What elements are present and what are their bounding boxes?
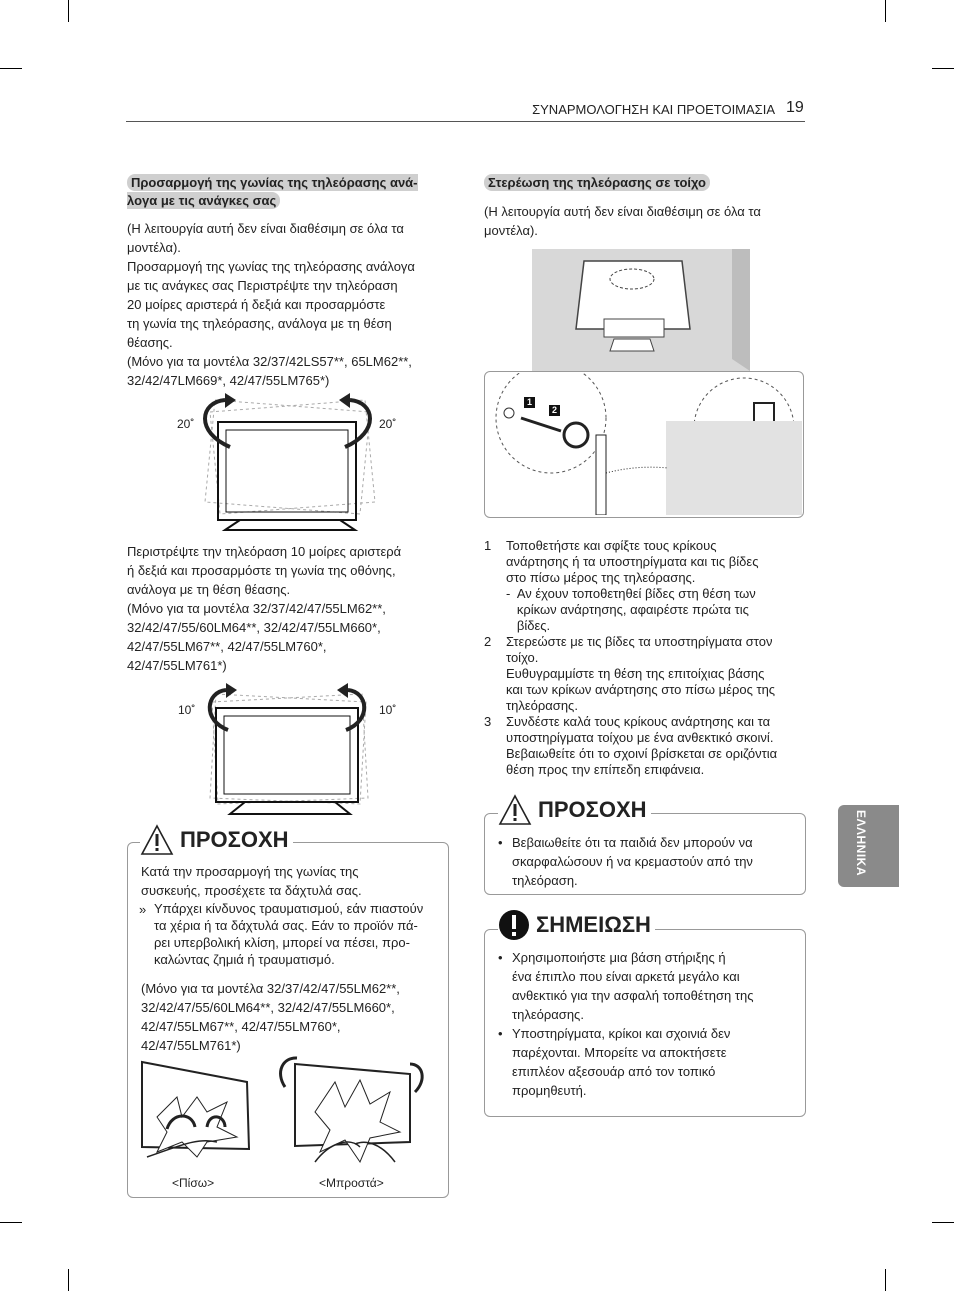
text-line: 42/47/55LM67**, 42/47/55LM760*,	[127, 639, 327, 654]
crop-mark	[932, 68, 954, 69]
text-line: τα χέρια ή τα δάχτυλά σας. Εάν το προϊόν πά-	[154, 918, 418, 933]
page-number: 19	[786, 99, 804, 116]
crop-mark	[885, 1269, 886, 1291]
text-line: (Μόνο για τα μοντέλα 32/37/42LS57**, 65LM62**,	[127, 354, 412, 369]
text-line: με τις ανάγκες σας Περιστρέψτε την τηλεόραση	[127, 278, 398, 293]
text-line: κρίκων ανάρτησης, αφαιρέστε πρώτα τις	[506, 602, 749, 617]
step-number: 2	[484, 634, 492, 649]
heading-text: Στερέωση της τηλεόρασης σε τοίχο	[484, 174, 710, 191]
bullet-item	[498, 1024, 798, 1100]
exclamation-icon	[498, 909, 530, 941]
section-heading	[127, 174, 449, 210]
text-line: ανάρτησης ή τα υποστηρίγματα και τις βίδες	[506, 554, 759, 569]
text-line: ή δεξιά και προσαρμόστε τη γωνία της οθόνης,	[127, 563, 396, 578]
text-line: (Μόνο για τα μοντέλα 32/37/42/47/55LM62**,	[141, 981, 400, 996]
bullet-item	[498, 833, 798, 890]
caution-heading	[498, 791, 651, 829]
step-item	[484, 538, 806, 586]
figure-number-2: 2	[549, 405, 560, 416]
text-line: Προσαρμογή της γωνίας της τηλεόρασης ανάλογα	[127, 259, 415, 274]
step-number: 1	[484, 538, 492, 553]
crop-mark	[0, 1222, 22, 1223]
mount-detail-drawing	[486, 373, 802, 515]
text-line: 32/42/47/55/60LM64**, 32/42/47/55LM660*,	[127, 620, 381, 635]
note-heading	[498, 905, 655, 945]
text-line: θέση προς την επίπεδη επιφάνεια.	[506, 762, 705, 777]
caution-text	[141, 862, 441, 900]
text-line: μοντέλα).	[127, 240, 181, 255]
text-line: 42/47/55LM761*)	[141, 1038, 241, 1053]
text-line: καλώντας ζημιά ή τραυματισμό.	[154, 952, 335, 967]
text-line: τηλεόρασης.	[506, 698, 578, 713]
step-list	[484, 538, 806, 778]
text-line: • Χρησιμοποιήστε μια βάση στήριξης ή	[512, 950, 726, 965]
text-line: παρέχονται. Μπορείτε να αποκτήσετε	[512, 1045, 727, 1060]
paragraph	[484, 202, 804, 240]
crop-mark	[885, 0, 886, 22]
text-line: - Αν έχουν τοποθετηθεί βίδες στη θέση των	[506, 586, 756, 601]
text-line: Βεβαιωθείτε ότι το σχοινί βρίσκεται σε οριζόντια	[506, 746, 778, 761]
tv-swivel-20-figure	[170, 392, 410, 540]
text-line: 32/42/47LM669*, 42/47/55LM765*)	[127, 373, 330, 388]
text-line: (Μόνο για τα μοντέλα 32/37/42/47/55LM62**,	[127, 601, 386, 616]
text-line: συσκευής, προσέχετε τα δάχτυλά σας.	[141, 883, 362, 898]
text-line: 42/47/55LM67**, 42/47/55LM760*,	[141, 1019, 341, 1034]
text-line: θέασης.	[127, 335, 173, 350]
text-line: Περιστρέψτε την τηλεόραση 10 μοίρες αριστερά	[127, 544, 402, 559]
header-rule	[126, 121, 805, 122]
bullet-item	[498, 948, 798, 1024]
caution-list	[498, 833, 798, 890]
figure-number-1: 1	[524, 397, 535, 408]
paragraph	[127, 542, 457, 675]
text-line: και των κρίκων ανάρτησης στο πίσω μέρος της	[506, 682, 776, 697]
text-line: επιπλέον αξεσουάρ από τον τοπικό	[512, 1064, 716, 1079]
running-header: ΣΥΝΑΡΜΟΛΟΓΗΣΗ ΚΑΙ ΠΡΟΕΤΟΙΜΑΣΙΑ	[532, 102, 775, 117]
text-line: προμηθευτή.	[512, 1083, 587, 1098]
text-line: μοντέλα).	[484, 223, 538, 238]
text-line: ένα έπιπλο που είναι αρκετά μεγάλο και	[512, 969, 740, 984]
warning-icon	[140, 824, 174, 856]
heading-text: Προσαρμογή της γωνίας της τηλεόρασης ανά- λογα με τις ανάγκες σας	[127, 175, 418, 208]
angle-label-left: 20˚	[177, 417, 195, 431]
crop-mark	[932, 1222, 954, 1223]
text-line: τηλεόραση.	[512, 873, 578, 888]
text-line: ανάλογα με τη θέση θέασης.	[127, 582, 291, 597]
note-list	[498, 948, 798, 1100]
text-line: τη γωνία της τηλεόρασης, ανάλογα με τη θέση	[127, 316, 392, 331]
note-title: ΣΗΜΕΙΩΣΗ	[536, 912, 651, 937]
tv-back-wall-figure	[532, 249, 750, 371]
angle-label-right: 10˚	[379, 703, 397, 717]
text-line: • Υποστηρίγματα, κρίκοι και σχοινιά δεν	[512, 1026, 731, 1041]
text-line: • Βεβαιωθείτε ότι τα παιδιά δεν μπορούν να	[512, 835, 753, 850]
angle-label-right: 20˚	[379, 417, 397, 431]
warning-icon	[498, 794, 532, 826]
back-pinch-illustration	[137, 1057, 257, 1167]
text-line: τοίχο.	[506, 650, 539, 665]
caution-title: ΠΡΟΣΟΧΗ	[538, 797, 647, 822]
step-item	[484, 586, 806, 634]
caution-models	[141, 979, 441, 1055]
tv-swivel-10-figure	[170, 680, 410, 820]
text-line: 32/42/47/55/60LM64**, 32/42/47/55LM660*,	[141, 1000, 395, 1015]
caption-front: <Μπροστά>	[319, 1176, 384, 1190]
text-line: Τοποθετήστε και σφίξτε τους κρίκους	[506, 538, 717, 553]
text-line: βίδες.	[506, 618, 551, 633]
caption-back: <Πίσω>	[172, 1176, 215, 1190]
caution-title: ΠΡΟΣΟΧΗ	[180, 827, 289, 852]
front-pinch-illustration	[275, 1052, 435, 1170]
crop-mark	[68, 1269, 69, 1291]
step-number: 3	[484, 714, 492, 729]
text-line: υποστηρίγματα τοίχου με ένα ανθεκτικό σκοινί.	[506, 730, 774, 745]
step-item	[484, 714, 806, 778]
text-line: τηλεόρασης.	[512, 1007, 584, 1022]
text-line: ανθεκτικό για την ασφαλή τοποθέτηση της	[512, 988, 754, 1003]
text-line: σκαρφαλώσουν ή να κρεμαστούν από την	[512, 854, 753, 869]
caution-heading	[140, 821, 293, 859]
step-item	[484, 634, 806, 714]
text-line: 42/47/55LM761*)	[127, 658, 227, 673]
crop-mark	[0, 68, 22, 69]
section-heading	[484, 174, 710, 192]
text-line: Υπάρχει κίνδυνος τραυματισμού, εάν πιαστούν	[154, 901, 424, 916]
language-tab: ΕΛΛΗΝΙΚΑ	[838, 805, 899, 887]
text-line: Ευθυγραμμίστε τη θέση της επιτοίχιας βάσης	[506, 666, 765, 681]
text-line: Συνδέστε καλά τους κρίκους ανάρτησης και τα	[506, 714, 771, 729]
text-line: στο πίσω μέρος της τηλεόρασης.	[506, 570, 696, 585]
text-line: 20 μοίρες αριστερά ή δεξιά και προσαρμόστε	[127, 297, 386, 312]
caution-bullet: » Υπάρχει κίνδυνος τραυματισμού, εάν πιαστούν τα χέρια ή τα δάχτυλά σας. Εάν το προϊόν πά- ρει υπερβολική κλίση, μπορεί να πέσει, προ- καλώντας ζημιά ή τραυματισμό.	[141, 900, 451, 968]
paragraph	[127, 219, 457, 390]
text-line: Κατά την προσαρμογή της γωνίας της	[141, 864, 359, 879]
text-line: (Η λειτουργία αυτή δεν είναι διαθέσιμη σε όλα τα	[127, 221, 404, 236]
text-line: Στερεώστε με τις βίδες τα υποστηρίγματα στον	[506, 634, 773, 649]
text-line: (Η λειτουργία αυτή δεν είναι διαθέσιμη σε όλα τα	[484, 204, 761, 219]
text-line: ρει υπερβολική κλίση, μπορεί να πέσει, προ-	[154, 935, 410, 950]
crop-mark	[68, 0, 69, 22]
angle-label-left: 10˚	[178, 703, 196, 717]
